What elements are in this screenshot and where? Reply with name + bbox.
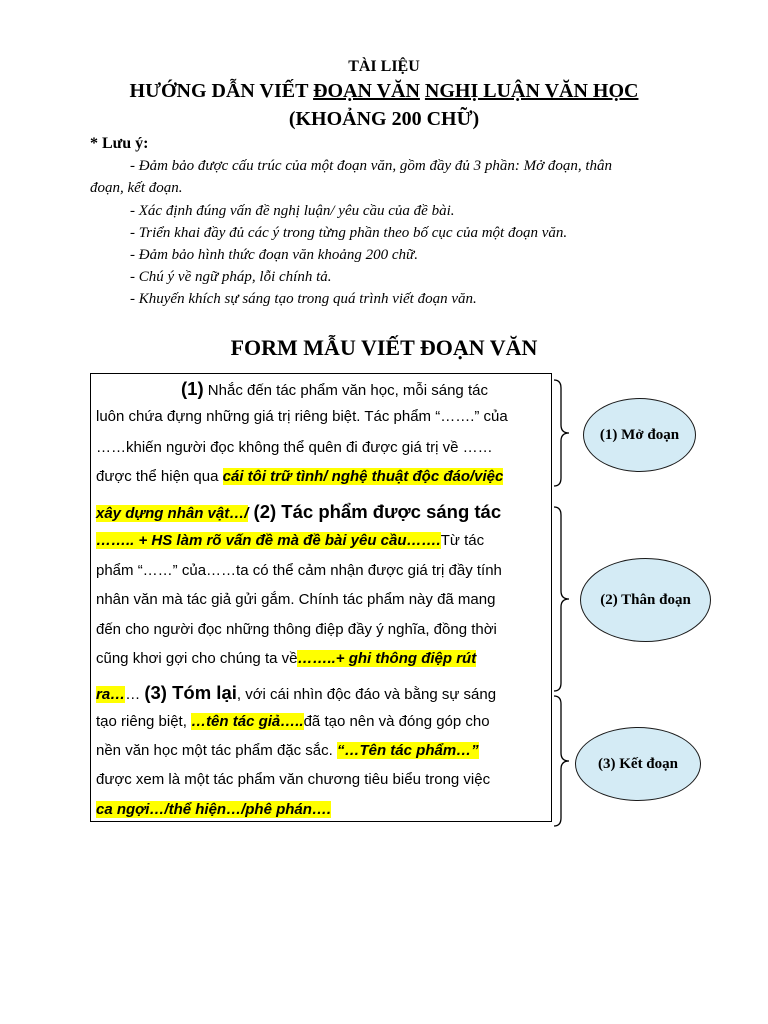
bracket-body bbox=[552, 505, 572, 693]
conclusion-oval: (3) Kết đoạn bbox=[575, 727, 701, 801]
document-label: TÀI LIỆU bbox=[348, 58, 420, 75]
form-line: nền văn học một tác phẩm đặc sắc. “…Tên tác phẩm…” bbox=[96, 742, 479, 759]
highlight: cái tôi trữ tình/ nghệ thuật độc đáo/việc bbox=[222, 468, 504, 485]
body-oval: (2) Thân đoạn bbox=[580, 558, 711, 642]
form-line: được thể hiện qua cái tôi trữ tình/ nghệ thuật độc đáo/việc bbox=[96, 468, 504, 485]
bracket-conclusion bbox=[552, 694, 572, 828]
form-line bbox=[96, 800, 547, 820]
document-subtitle: (KHOẢNG 200 CHỮ) bbox=[288, 108, 480, 130]
note-item: - Chú ý về ngữ pháp, lỗi chính tả. bbox=[130, 269, 332, 285]
marker-3: (3) Tóm lại bbox=[144, 682, 237, 703]
highlight: ra… bbox=[96, 686, 126, 703]
form-line: cũng khơi gợi cho chúng ta về……..+ ghi thông điệp rút bbox=[96, 650, 477, 667]
form-line: ra…… (3) Tóm lại, với cái nhìn độc đáo và bằng sự sáng bbox=[96, 682, 497, 703]
note-item: - Triển khai đầy đủ các ý trong từng phần theo bố cục của một đoạn văn. bbox=[130, 225, 568, 241]
form-title: FORM MẪU VIẾT ĐOẠN VĂN bbox=[230, 335, 538, 360]
form-line: (1) Nhắc đến tác phẩm văn học, mỗi sáng tác bbox=[181, 378, 488, 399]
note-item: - Khuyến khích sự sáng tạo trong quá trình viết đoạn văn. bbox=[130, 291, 477, 307]
form-line: luôn chứa đựng những giá trị riêng biệt. Tác phẩm “…….” của bbox=[96, 408, 508, 425]
note-item: - Xác định đúng vấn đề nghị luận/ yêu cầu của đề bài. bbox=[130, 203, 455, 219]
form-line: ……khiến người đọc không thể quên đi được giá trị về …… bbox=[96, 439, 493, 456]
title-part-1: HƯỚNG DẪN VIẾT bbox=[129, 80, 314, 102]
bracket-intro bbox=[552, 378, 572, 488]
form-line: đến cho người đọc những thông điệp đầy ý nghĩa, đồng thời bbox=[96, 621, 497, 638]
highlight: xây dựng nhân vật…/ bbox=[96, 505, 249, 522]
highlight: …….. + HS làm rõ vấn đề mà đề bài yêu cầu……. bbox=[96, 532, 441, 549]
form-line: nhân văn mà tác giả gửi gắm. Chính tác phẩm này đã mang bbox=[96, 591, 496, 608]
form-line: tạo riêng biệt, …tên tác giả…..đã tạo nên và đóng góp cho bbox=[96, 713, 490, 730]
note-item: - Đảm bảo được cấu trúc của một đoạn văn, gồm đầy đủ 3 phần: Mở đoạn, thân bbox=[130, 158, 613, 174]
notes-heading: * Lưu ý: bbox=[90, 135, 149, 152]
marker-2: (2) Tác phẩm được sáng tác bbox=[248, 501, 502, 522]
form-line bbox=[96, 500, 547, 524]
highlight: ……..+ ghi thông điệp rút bbox=[297, 650, 477, 667]
title-part-2: ĐOẠN VĂN bbox=[313, 80, 420, 102]
note-item: - Đảm bảo hình thức đoạn văn khoảng 200 chữ. bbox=[130, 247, 418, 263]
highlight: “…Tên tác phẩm…” bbox=[336, 742, 479, 759]
document-title bbox=[0, 80, 768, 103]
form-line: được xem là một tác phẩm văn chương tiêu biểu trong việc bbox=[96, 771, 491, 788]
marker-1: (1) bbox=[181, 378, 204, 399]
intro-oval: (1) Mở đoạn bbox=[583, 398, 696, 472]
form-line: …….. + HS làm rõ vấn đề mà đề bài yêu cầu…….Từ tác bbox=[96, 532, 485, 549]
highlight: …tên tác giả….. bbox=[191, 713, 304, 730]
highlight: ca ngợi…/thể hiện…/phê phán…. bbox=[96, 801, 332, 818]
form-line: phẩm “……” của……ta có thể cảm nhận được giá trị đầy tính bbox=[96, 562, 502, 579]
note-item: đoạn, kết đoạn. bbox=[90, 180, 183, 196]
title-part-3: NGHỊ LUẬN VĂN HỌC bbox=[424, 80, 639, 102]
